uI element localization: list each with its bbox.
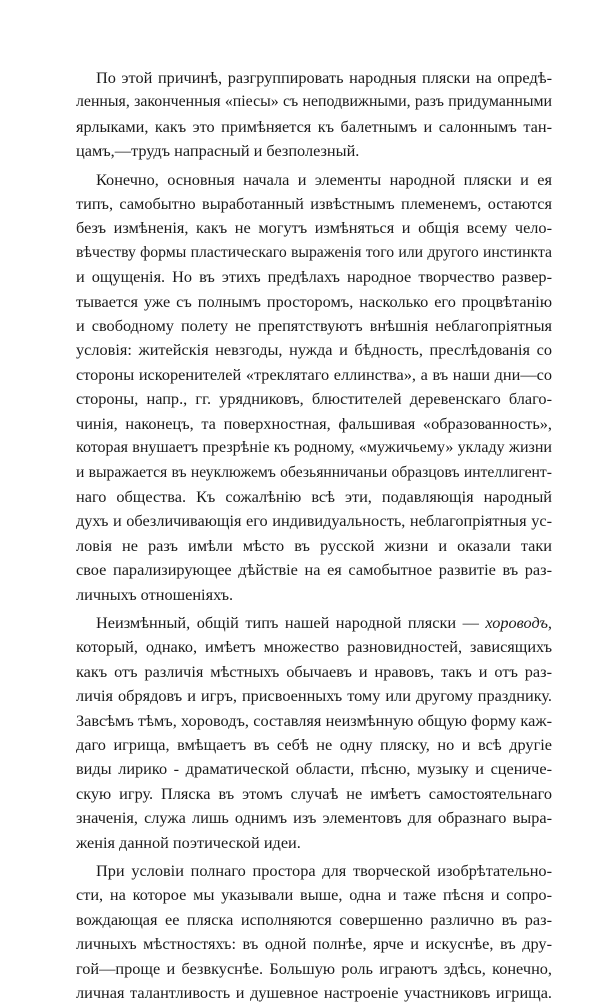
text-line: гой—проще и безвкуснѣе. Большую роль играютъ здѣсь, конечно, [76, 958, 552, 978]
text-line: тывается уже съ полнымъ просторомъ, насколько его процвѣтанію [76, 291, 552, 311]
text-line: и выражается въ неуклюжемъ обезьянничаньи образцовъ интеллигент- [76, 463, 552, 481]
text-line: личная талантливость и душевное настроеніе участниковъ игрища. [76, 983, 552, 1003]
text-line: личія обрядовъ и игръ, присвоенныхъ тому или другому празднику. [76, 686, 552, 706]
text-line: какъ отъ различія мѣстныхъ обычаевъ и нравовъ, такъ и отъ раз- [76, 661, 552, 681]
text-line: типъ, самобытно выработанный извѣстнымъ племенемъ, остаются [76, 194, 552, 214]
text-line: личныхъ мѣстностяхъ: въ одной полнѣе, ярче и искуснѣе, въ дру- [76, 934, 552, 954]
emphasized-term: хороводъ, [485, 612, 552, 632]
text-line: При условіи полнаго простора для творческой изобрѣтательно- [96, 861, 552, 880]
text-line: вѣчеству формы пластическаго выраженія того или другого инстинкта [76, 243, 552, 261]
text-line: Завсѣмъ тѣмъ, хороводъ, составляя неизмѣнную общую форму каж- [76, 710, 552, 730]
text-line: виды лирико - драматической области, пѣсню, музыку и сцениче- [76, 759, 552, 779]
page-text [76, 66, 552, 1005]
text-line: По этой причинѣ, разгруппировать народныя пляски на опредѣ- [96, 68, 552, 87]
text-line: духъ и обезличивающія его индивидуальность, неблагопріятныя ус- [76, 511, 552, 531]
paragraph-2 [76, 168, 552, 607]
text-line: значенія, служа лишь однимъ изъ элементовъ для образнаго выра- [76, 808, 552, 828]
text-line: цамъ,—трудъ напрасный и безполезный. [76, 141, 360, 161]
text-line: условія: житейскія невзгоды, нужда и бѣдность, преслѣдованія со [76, 340, 552, 360]
text-line-start: Неизмѣнный, общій типъ нашей народной пляски — [96, 612, 479, 632]
text-line: который, однако, имѣетъ множество разновидностей, зависящихъ [76, 637, 552, 657]
text-line [76, 611, 552, 635]
paragraph-3 [76, 611, 552, 855]
text-line: стороны искоренителей «треклятаго еллинства», а въ наши дни—со [76, 364, 552, 384]
text-line: скую игру. Пляска въ этомъ случаѣ не имѣетъ самостоятельнаго [76, 783, 552, 803]
text-line: свое парализирующее дѣйствіе на ея самобытное развитіе въ раз- [76, 560, 552, 580]
text-line: ленныя, законченныя «піесы» съ неподвижными, разъ придуманными [76, 93, 552, 111]
text-line: сти, на которое мы указывали выше, одна и таже пѣсня и сопро- [76, 885, 552, 905]
paragraph-1 [76, 66, 552, 164]
text-line: вождающая ее пляска исполняются совершенно различно въ раз- [76, 909, 552, 929]
text-line: наго общества. Къ сожалѣнію всѣ эти, подавляющія народный [76, 486, 552, 506]
text-line: Конечно, основныя начала и элементы народной пляски и ея [96, 169, 552, 189]
text-line: ярлыками, какъ это примѣняется къ балетнымъ и салоннымъ тан- [76, 116, 552, 136]
text-line: которая внушаетъ презрѣніе къ родному, «мужичьему» укладу жизни [76, 439, 552, 457]
text-line: безъ измѣненія, какъ не могутъ измѣняться и общія всему чело- [76, 218, 552, 238]
text-line: ловія не разъ имѣли мѣсто въ русской жизни и оказали таки [76, 535, 552, 555]
text-line: чинія, наконецъ, та поверхностная, фальшивая «образованность», [76, 413, 552, 433]
text-line: женія данной поэтической идеи. [76, 832, 301, 852]
paragraph-4 [76, 859, 552, 1005]
text-line: стороны, напр., гг. урядниковъ, блюстителей деревенскаго благо- [76, 389, 552, 409]
text-line: и ощущенія. Но въ этихъ предѣлахъ народное творчество развер- [76, 267, 552, 287]
text-line: личныхъ отношеніяхъ. [76, 584, 234, 604]
text-line: и свободному полету не препятствуютъ внѣшнія неблагопріятныя [76, 316, 552, 336]
text-line: даго игрища, вмѣщаетъ въ себѣ не одну пляску, но и всѣ другіе [76, 734, 552, 754]
